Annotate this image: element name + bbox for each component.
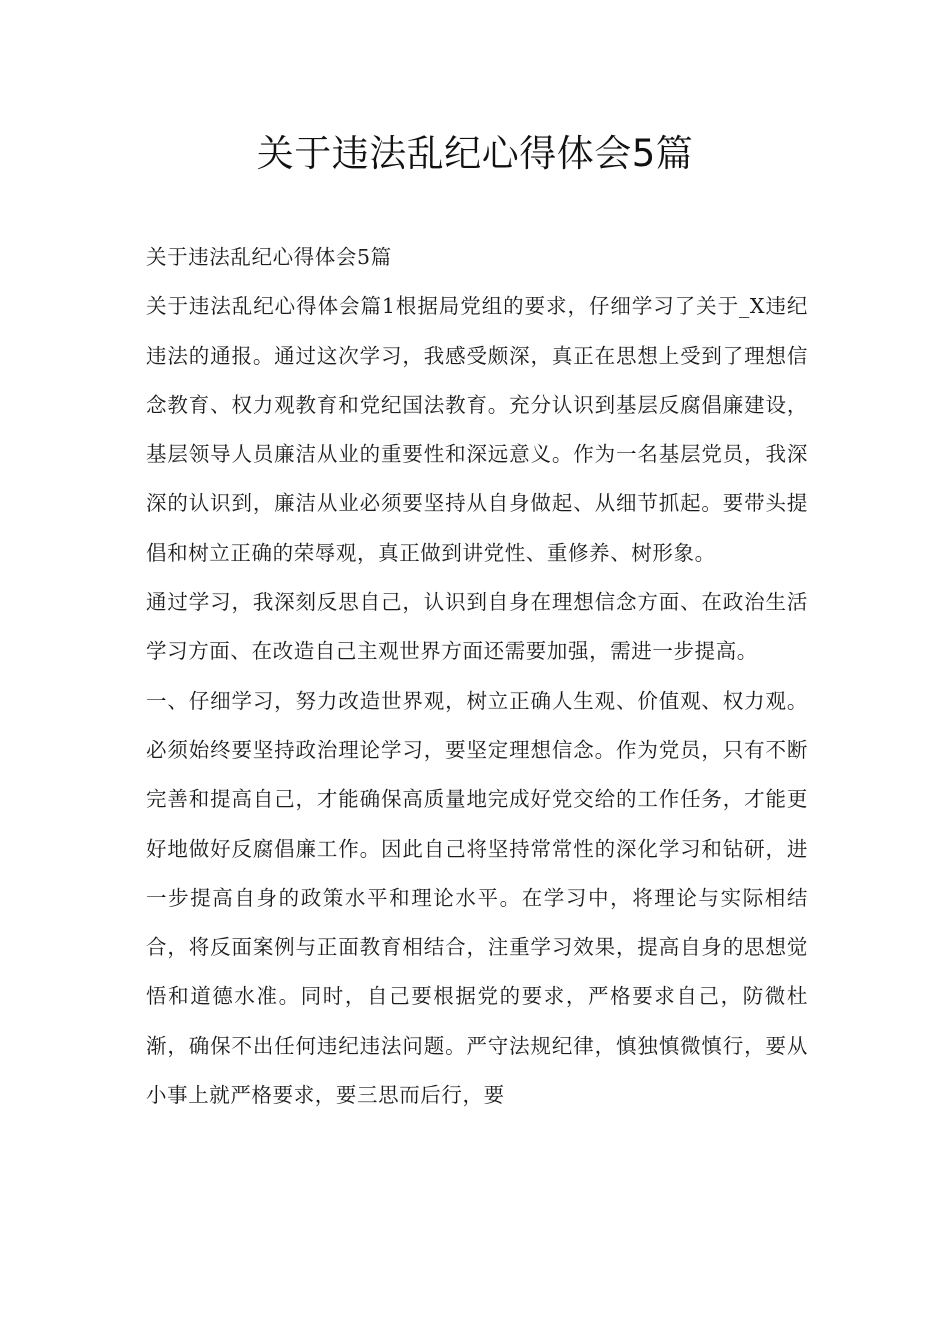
paragraph-3: 一、仔细学习，努力改造世界观，树立正确人生观、价值观、权力观。必须始终要坚持政治理论学习，要坚定理想信念。作为党员，只有不断完善和提高自己，才能确保高质量地完成好党交给的工作任务，才能更好地做好反腐倡廉工作。因此自己将坚持常常性的深化学习和钻研，进一步提高自身的政策水平和理论水平。在学习中，将理论与实际相结合，将反面案例与正面教育相结合，注重学习效果，提高自身的思想觉悟和道德水准。同时，自己要根据党的要求，严格要求自己，防微杜渐，确保不出任何违纪违法问题。严守法规纪律，慎独慎微慎行，要从小事上就严格要求，要三思而后行，要: [146, 688, 808, 1108]
document-title: 关于违法乱纪心得体会5篇: [256, 132, 694, 175]
document-body: [146, 233, 808, 1120]
paragraph-2: 通过学习，我深刻反思自己，认识到自身在理想信念方面、在政治生活学习方面、在改造自己主观世界方面还需要加强，需进一步提高。: [146, 590, 808, 664]
paragraph-1: 关于违法乱纪心得体会篇1根据局党组的要求，仔细学习了关于_X违纪违法的通报。通过这次学习，我感受颇深，真正在思想上受到了理想信念教育、权力观教育和党纪国法教育。充分认识到基层反腐倡廉建设，基层领导人员廉洁从业的重要性和深远意义。作为一名基层党员，我深深的认识到，廉洁从业必须要坚持从自身做起、从细节抓起。要带头提倡和树立正确的荣辱观，真正做到讲党性、重修养、树形象。: [146, 294, 808, 565]
paragraph-subtitle: 关于违法乱纪心得体会5篇: [146, 245, 392, 269]
